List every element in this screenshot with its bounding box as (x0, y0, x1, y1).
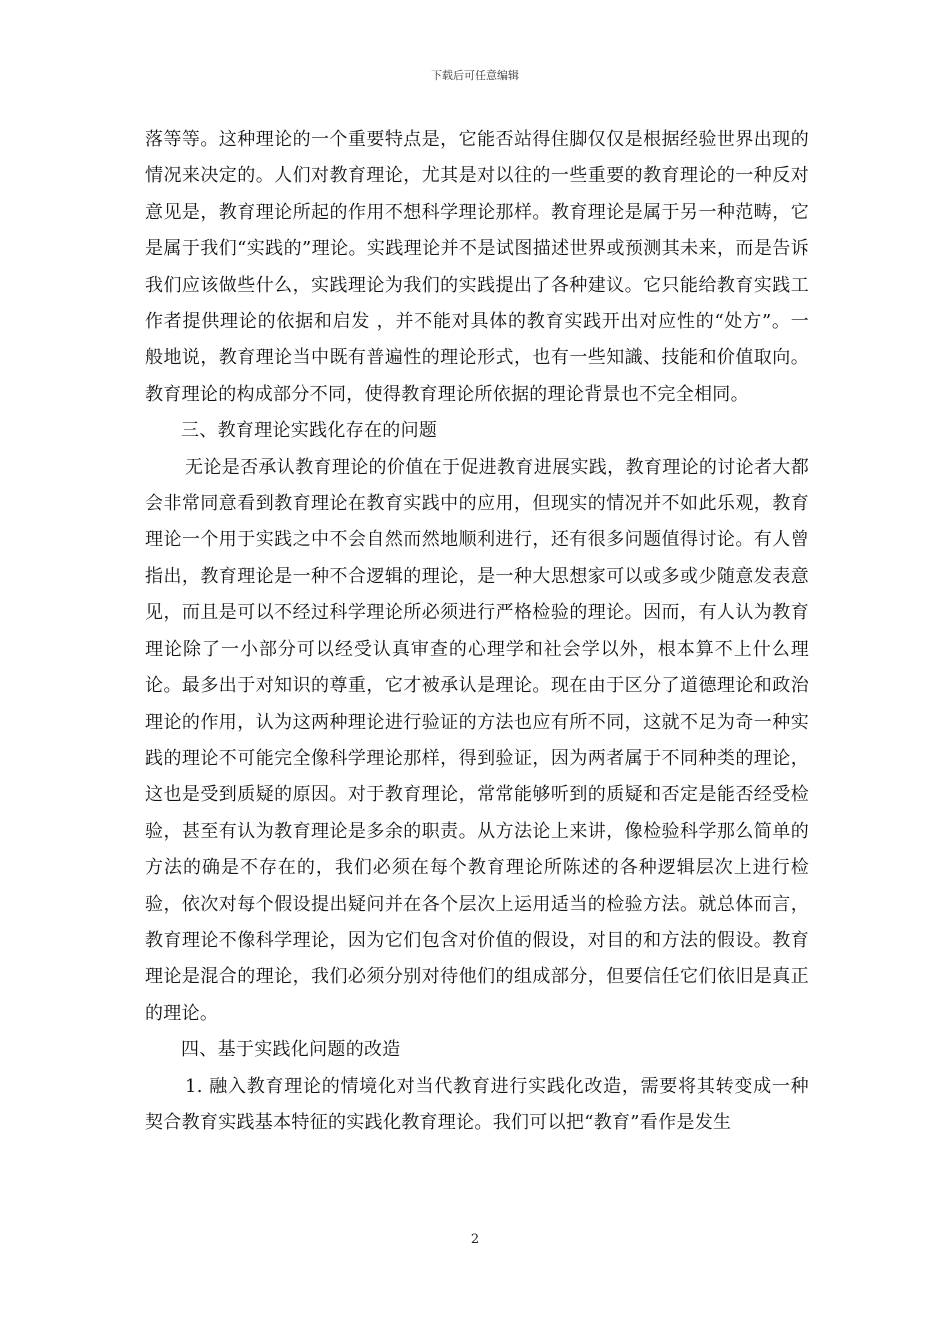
page-number: 2 (470, 1232, 480, 1247)
paragraph-continuation: 落等等。这种理论的一个重要特点是，它能否站得住脚仅仅是根据经验世界出现的情况来决定的。人们对教育理论，尤其是对以往的一些重要的教育理论的一种反对意见是，教育理论所起的作用不想科学理论那样。教育理论是属于另一种范畴，它是属于我们“实践的”理论。实践理论并不是试图描述世界或预测其未来，而是告诉我们应该做些什么，实践理论为我们的实践提出了各种建议。它只能给教育实践工作者提供理论的依据和启发 ，并不能对具体的教育实践开出对应性的“处方”。一般地说，教育理论当中既有普遍性的理论形式，也有一些知識、技能和价值取向。教育理论的构成部分不同，使得教育理论所依据的理论背景也不完全相同。 (145, 129, 809, 405)
paragraph-problems: 无论是否承认教育理论的价值在于促进教育进展实践，教育理论的讨论者大都会非常同意看到教育理论在教育实践中的应用，但现实的情况并不如此乐观，教育理论一个用于实践之中不会自然而然地顺利进行，还有很多问题值得讨论。有人曾指出，教育理论是一种不合逻辑的理论，是一种大思想家可以或多或少随意发表意见，而且是可以不经过科学理论所必须进行严格检验的理论。因而，有人认为教育理论除了一小部分可以经受认真审查的心理学和社会学以外，根本算不上什么理论。最多出于对知识的尊重，它才被承认是理论。现在由于区分了道德理论和政治理论的作用，认为这两种理论进行验证的方法也应有所不同，这就不足为奇一种实践的理论不可能完全像科学理论那样，得到验证，因为两者属于不同种类的理论，这也是受到质疑的原因。对于教育理论，常常能够听到的质疑和否定是能否经受检验，甚至有认为教育理论是多余的职责。从方法论上来讲，像检验科学那么简单的方法的确是不存在的，我们必须在每个教育理论所陈述的各种逻辑层次上进行检验，依次对每个假设提出疑问并在各个层次上运用适当的检验方法。就总体而言，教育理论不像科学理论，因为它们包含对价值的假设，对目的和方法的假设。教育理论是混合的理论，我们必须分别对待他们的组成部分，但要信任它们依旧是真正的理论。 (145, 456, 809, 1024)
page-header: 下载后可任意编辑 (431, 69, 519, 82)
paragraph-numbered-1: 1. 融入教育理论的情境化对当代教育进行实践化改造，需要将其转变成一种契合教育实践基本特征的实践化教育理论。我们可以把“教育”看作是发生 (145, 1075, 809, 1133)
document-body (145, 122, 809, 1141)
section-heading-4: 四、基于实践化问题的改造 (181, 1039, 401, 1061)
section-heading-3: 三、教育理论实践化存在的问题 (181, 420, 438, 442)
